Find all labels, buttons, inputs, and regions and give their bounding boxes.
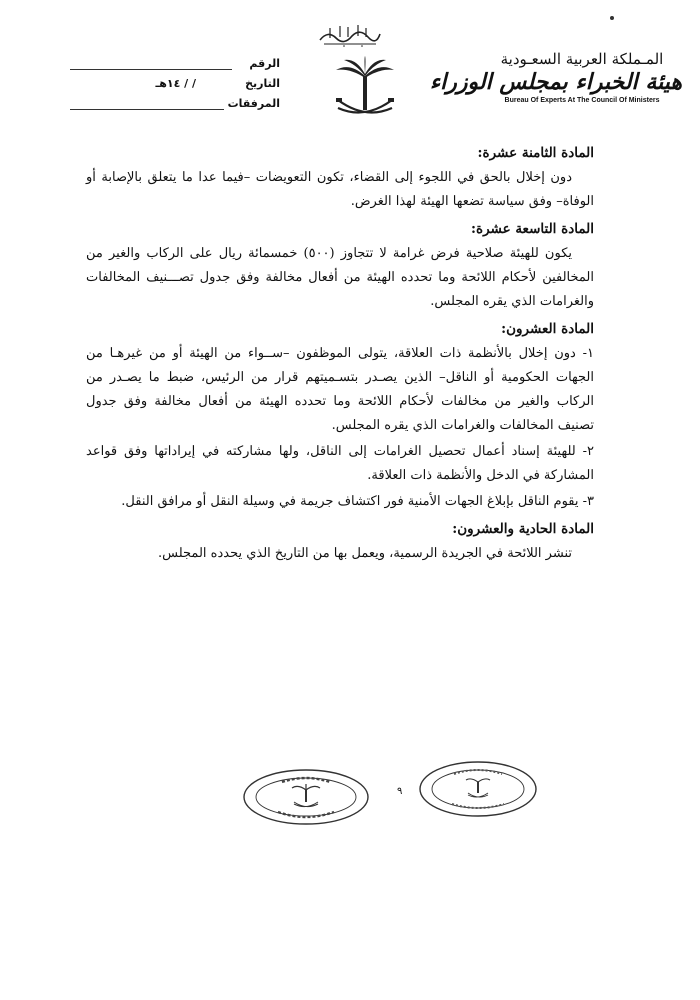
date-row <box>70 70 280 90</box>
official-stamp-left <box>242 768 370 826</box>
date-value: / / ١٤هـ <box>155 77 196 90</box>
article-20-title: المادة العشرون: <box>501 321 594 337</box>
number-line <box>70 57 232 70</box>
number-label: الرقم <box>249 57 280 70</box>
article-21-text: تنشر اللائحة في الجريدة الرسمية، ويعمل بها من التاريخ الذي يحدده المجلس. <box>158 546 572 561</box>
article-18-title: المادة الثامنة عشرة: <box>477 145 594 161</box>
bureau-name-english: Bureau Of Experts At The Council Of Ministers <box>504 97 660 104</box>
basmala-calligraphy <box>318 22 382 48</box>
article-21-title: المادة الحادية والعشرون: <box>452 521 594 537</box>
number-row <box>70 50 280 70</box>
articles-body <box>86 140 594 568</box>
article-20-item-1: ١- دون إخلال بالأنظمة ذات العلاقة، يتولى الموظفون –ســواء من الهيئة أو من غيرهـا من الجهات الحكومية أو الناقل– الذين يصـدر بتسـميتهم قرار من الرئيس، ضبط ما يصـدر من الركاب والغير من مخالفات لأحكام اللائحة وما تحدده الهيئة من أفعال مخالفة وفق جدول تصنيف المخالفات والغرامات الذي يقره المجلس. <box>86 346 594 433</box>
page-number: ٩ <box>397 786 403 797</box>
official-stamp-right <box>418 760 538 818</box>
reference-fields <box>70 50 280 110</box>
article-19-title: المادة التاسعة عشرة: <box>471 221 594 237</box>
attachments-label: المرفقات <box>227 97 280 110</box>
issuer-header <box>429 50 682 105</box>
article-20-item-2: ٢- للهيئة إسناد أعمال تحصيل الغرامات إلى الناقل، ولها مشاركته في إيراداتها وفق قواعد المشاركة في الدخل والأنظمة ذات العلاقة. <box>86 444 594 483</box>
date-label: التاريخ <box>245 77 280 90</box>
scan-dot <box>610 16 614 20</box>
attachments-line <box>70 97 224 110</box>
article-19-text: يكون للهيئة صلاحية فرض غرامة لا تتجاوز (٥٠٠) خمسمائة ريال على الركاب والغير من المخالفين لأحكام اللائحة وما تحدده الهيئة من أفعال مخالفة وفق جدول تصـــنيف المخالفات والغرامات الذي يقره المجلس. <box>86 246 594 309</box>
article-20-item-3: ٣- يقوم الناقل بإبلاغ الجهات الأمنية فور اكتشاف جريمة في وسيلة النقل أو مرافق النقل. <box>121 494 594 509</box>
palm-swords-emblem-icon <box>330 54 400 124</box>
bureau-name-arabic: هيئة الخبراء بمجلس الوزراء <box>429 69 682 95</box>
attachments-row <box>70 90 280 110</box>
article-18-text: دون إخلال بالحق في اللجوء إلى القضاء، تكون التعويضات –فيما عدا ما يتعلق بالإصابة أو الوفاة– وفق سياسة تضعها الهيئة لهذا الغرض. <box>86 170 594 209</box>
kingdom-name: المـملكة العربية السعـودية <box>500 50 664 68</box>
